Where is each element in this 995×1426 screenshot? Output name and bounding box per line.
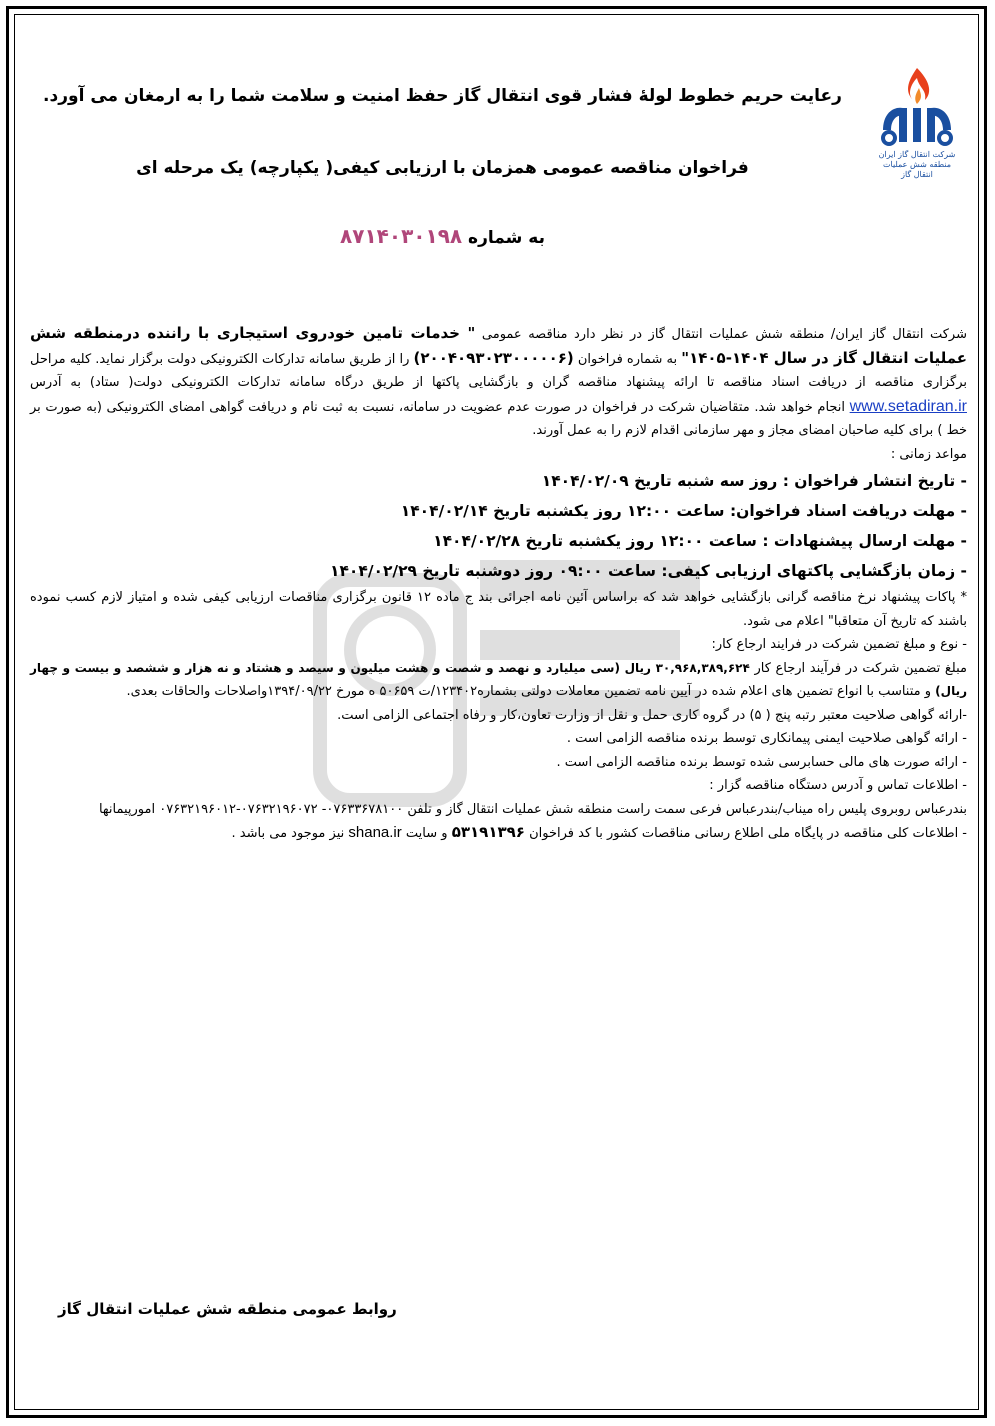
general-info-prefix: - اطلاعات کلی مناقصه در پایگاه ملی اطلاع رسانی مناقصات کشور با کد فراخوان: [529, 826, 967, 841]
logo-caption-1: شرکت انتقال گاز ایران: [878, 150, 956, 159]
tender-subject: " خدمات تامین خودروی استیجاری با راننده درمنطقه شش عملیات انتقال گاز در سال ۱۴۰۴-۱۴۰۵": [30, 324, 967, 367]
contact-text: بندرعباس روبروی پلیس راه میناب/بندرعباس فرعی سمت راست منطقه شش عملیات انتقال گاز و تلفن ۰۷۶۳۳۶۷۸۱۰۰- ۰۷۶۳۲۱۹۶۰۷۲-۰۷۶۳۲۱۹۶۰۱۲ امورپیمانها: [98, 801, 967, 817]
guarantee-suffix: و متناسب با انواع تضمین های اعلام شده در آیین نامه تضمین معاملات دولتی بشماره۱۲۳۴۰۲/ت ۵۰۶۵۹ ه مورخ ۱۳۹۴/۰۹/۲۲واصلاحات والحاقات بعدی.: [126, 684, 932, 699]
safety-slogan: رعایت حریم خطوط لولهٔ فشار قوی انتقال گاز حفظ امنیت و سلامت شما را به ارمغان می آورد.: [43, 86, 842, 106]
intro-paragraph: [30, 322, 967, 443]
intro-text-4: انجام خواهد شد. متقاضیان شرکت در فراخوان در صورت عدم عضویت در سامانه، نسبت به ثبت نام و دریافت گواهی امضای الکترونیکی (به صورت بر خط ) برای کلیه صاحبان امضای مجاز و مهر سازمانی اقدام لازم را به عمل آورند.: [30, 399, 967, 438]
gas-flame-logo-icon: [877, 64, 957, 150]
schedule-heading: مواعد زمانی :: [890, 446, 967, 462]
general-info-suffix: نیز موجود می باشد .: [231, 826, 345, 841]
guarantee-amount: ۳۰,۹۶۸,۳۸۹,۶۲۴ ریال (سی میلیارد و نهصد و شصت و هشت میلیون و سیصد و هشتاد و نه هزار و ششصد و بیست و چهار ریال): [30, 660, 967, 698]
schedule-item-opening: - زمان بازگشایی پاکتهای ارزیابی کیفی: ساعت ۰۹:۰۰ روز دوشنبه تاریخ ۱۴۰۴/۰۲/۲۹: [329, 562, 967, 580]
requirement-safety: - ارائه گواهی صلاحیت ایمنی پیمانکاری توسط برنده مناقصه الزامی است .: [566, 731, 967, 746]
tender-number: [40, 224, 845, 248]
announcement-body: [30, 322, 967, 846]
schedule-item-docs-deadline: - مهلت دریافت اسناد فراخوان: ساعت ۱۲:۰۰ روز یکشنبه تاریخ ۱۴۰۴/۰۲/۱۴: [400, 502, 967, 520]
opening-note: * پاکات پیشنهاد نرخ مناقصه گرانی بازگشایی خواهد شد که براساس آئین نامه اجرائی بند ج ماده ۱۲ قانون برگزاری مناقصات ارزیابی کیفی شده و امتیاز لازم کسب نموده باشند که تاریخ آن متعاقبا" اعلام می شود.: [30, 590, 967, 629]
footer-signature: روابط عمومی منطقه شش عملیات انتقال گاز: [58, 1300, 397, 1318]
requirement-financial: - ارائه صورت های مالی حسابرسی شده توسط برنده مناقصه الزامی است .: [556, 754, 967, 770]
schedule-item-publish: - تاریخ انتشار فراخوان : روز سه شنبه تاریخ ۱۴۰۴/۰۲/۰۹: [541, 472, 967, 490]
setadiran-link[interactable]: www.setadiran.ir: [849, 397, 967, 415]
intro-text-1: شرکت انتقال گاز ایران/ منطقه شش عملیات انتقال گاز در نظر دارد مناقصه عمومی: [481, 327, 967, 342]
tender-number-prefix: به شماره: [468, 228, 545, 248]
tender-title: فراخوان مناقصه عمومی همزمان با ارزیابی کیفی( یکپارچه) یک مرحله ای: [136, 158, 749, 178]
guarantee-heading: - نوع و مبلغ تضمین شرکت در فرایند ارجاع کار:: [711, 637, 967, 652]
tender-number-value: ۸۷۱۴۰۳۰۱۹۸: [340, 224, 463, 248]
guarantee-paragraph: [30, 657, 967, 704]
company-logo: [877, 64, 957, 179]
guarantee-prefix: مبلغ تضمین شرکت در فرآیند ارجاع کار: [754, 660, 967, 676]
tender-code: (۲۰۰۴۰۹۳۰۲۳۰۰۰۰۰۶): [413, 348, 574, 367]
intro-text-3: را از طریق سامانه تدارکات الکترونیکی دولت برگزار نماید. کلیه مراحل برگزاری مناقصه از دریافت اسناد مناقصه تا ارائه پیشنهاد مناقصه گران و بازگشایی پاکتها از طریق درگاه سامانه تدارکات الکترونیکی دولت( ستاد) به آدرس: [30, 351, 967, 390]
general-info: [30, 821, 967, 846]
requirement-qualification: -ارائه گواهی صلاحیت معتبر رتبه پنج ( ۵) در گروه کاری حمل و نقل از وزارت تعاون،کار و رفاه اجتماعی الزامی است.: [337, 707, 967, 723]
schedule-item-bid-deadline: - مهلت ارسال پیشنهادات : ساعت ۱۲:۰۰ روز یکشنبه تاریخ ۱۴۰۴/۰۲/۲۸: [433, 532, 967, 550]
intro-text-2: به شماره فراخوان: [577, 351, 678, 367]
general-info-mid: و سایت: [405, 826, 448, 841]
logo-caption-2: منطقه شش عملیات انتقال گاز: [882, 160, 951, 179]
shana-site[interactable]: shana.ir: [348, 824, 402, 841]
contact-heading: - اطلاعات تماس و آدرس دستگاه مناقصه گزار :: [709, 778, 967, 793]
national-tender-code: ۵۳۱۹۱۳۹۶: [451, 823, 525, 841]
